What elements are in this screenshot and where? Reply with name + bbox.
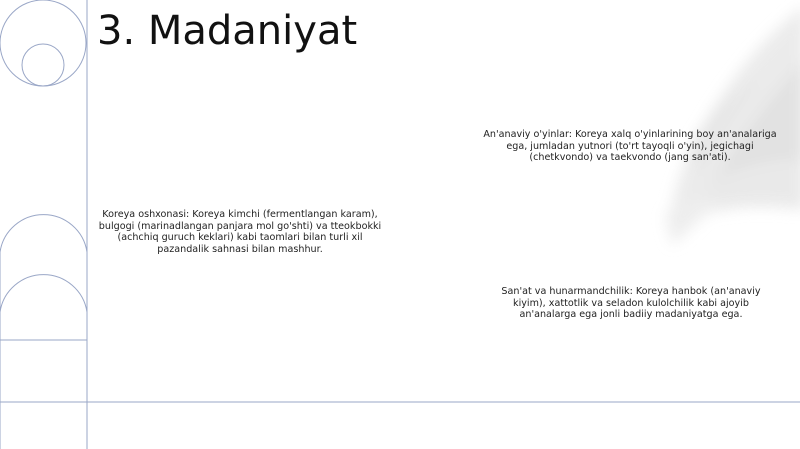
slide-title: 3. Madaniyat bbox=[97, 8, 358, 54]
text-block-traditional-games: An'anaviy o'yinlar: Koreya xalq o'yinlarining boy an'analariga ega, jumladan yutnori (to'rt tayoqli o'yin), jegichagi (chetkvondo) va taekvondo (jang san'ati). bbox=[483, 129, 777, 163]
arch-outline-upper bbox=[0, 215, 87, 252]
text-block-korean-cuisine: Koreya oshxonasi: Koreya kimchi (fermentlangan karam), bulgogi (marinadlangan panjara mol go'shti) va tteokbokki (achchiq guruch keklari) kabi taomlari bilan turli xil pazandalik sahnasi bilan mashhur. bbox=[98, 209, 382, 255]
small-circle-outline bbox=[22, 44, 64, 86]
leaf-shadow-decoration bbox=[665, 5, 800, 245]
text-block-arts-and-crafts: San'at va hunarmandchilik: Koreya hanbok (an'anaviy kiyim), xattotlik va seladon kulolchilik kabi ajoyib an'analarga ega jonli badiiy madaniyatga ega. bbox=[501, 286, 761, 320]
arch-outline-lower bbox=[0, 275, 87, 312]
large-circle-outline bbox=[0, 0, 86, 86]
